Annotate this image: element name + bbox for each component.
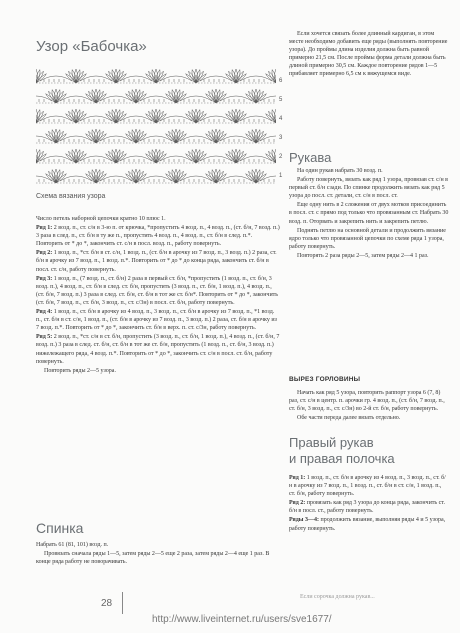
spinka-line-1: Набрать 61 (81, 101) возд. п. [36,542,109,548]
chain-arch [180,176,212,181]
chain-arch [200,76,232,81]
chart-row-number: 1 [279,173,283,179]
chain-arch [220,176,252,181]
pravy-text [289,474,449,534]
row-4: Ряд 4: 1 возд. п., ст. б/н в арочку из 4 возд. п., 3 возд. п., ст. б/н в арочку из 7 возд. п., *1 возд. п., ст. б/н в ст. с/н, 1 возд. п., (ст. б/н в арочку из 7 возд. п., 3 возд. п.) 2 раза, ст. б/н в арочку из 7 возд. п.*. Повторить от * до *, закончить ст. б/н в верх. п. ст. с/3н, работу повернуть. [36,309,277,332]
chain-arch [160,156,192,161]
rukava-p3: Еще одну нить в 2 сложения от двух мотков присоединить в посл. ст. с прямо под только что провязанным ст. Набрать 30 возд. п. Оторвать и закрепить нить и закрепить петлю. [289,202,449,225]
rukava-p2: Работу повернуть, вязать как ряд 1 узора, провязав ст. с/н в первый ст. б/н сзади. По спинке продолжить вязать как ряд 5 узора до посл. ст. детали, ст. с/н в посл. ст. [289,177,449,200]
chain-arch [40,76,72,81]
pravy-heading-line1: Правый рукав [289,435,374,450]
crochet-chart [36,65,276,185]
pravy-heading-line2: и правая полочка [289,451,395,466]
chart-row-number: 5 [279,97,283,103]
chain-arch [80,156,112,161]
row-5: Ряд 5: 2 возд. п., *ст. с/н в ст. б/н, пропустить (3 возд. п., ст. б/н, 1 возд. п.), 4 возд. п., (ст. б/н, 7 возд. п.) 3 раза в след. ст. б/н, ст. б/н в тот же ст. б/н, пропустить (1 возд. п., ст. б/н, 3 возд. п.) нижележащего ряда, 4 возд. п.*. Повторить от * до *, закончить ст. с/н в посл. ст. б/н, работу повернуть. [36,334,280,365]
chain-arch [240,156,272,161]
chain-arch [100,176,132,181]
rukava-heading: Рукава [289,150,332,165]
chain-arch [140,176,172,181]
chain-arch [120,116,152,121]
chart-row-number: 3 [279,135,283,141]
repeat-note: Повторить ряды 2—5 узора. [44,367,116,374]
vyrez-p1: Начать как ряд 5 узора, повторить раппорт узора 6 (7, 8) раз, ст. с/н в центр. п. арочки гр. 4 возд. п., (ст. б/н, 7 возд. п., ст. б/н, 3 возд. п., ст. с/3н) во 2-й ст. б/н, работу повернуть. [289,390,445,413]
chart-row-number: 2 [279,154,283,160]
spinka-heading: Спинка [36,520,84,536]
chain-arch [240,76,272,81]
rukava-p4: Поднять петлю на основной детали и продолжить вязание ядро только что провязанной цепочки по схеме ряда 1 узора, работу повернуть. [289,227,446,250]
chart-row-number: 6 [279,78,283,84]
chain-arch [40,156,72,161]
cut-off-line: Если сорочка должна рукав... [300,594,375,600]
pattern-heading: Узор «Бабочка» [36,38,147,55]
chain-arch [80,76,112,81]
chain-arch [60,176,92,181]
rukava-text [289,167,449,261]
vyrez-text [289,389,449,423]
row-1: Ряд 1: 2 возд. п., ст. с/н в 3-ю п. от крючка, *пропустить 4 возд. п., 4 возд. п., (ст. б/н, 7 возд. п.) 3 раза в след. п., ст. б/н в ту же п., пропустить 4 возд. п., 4 возд. п., ст. б/н в след. п.*. Повторить от * до *, закончить ст. с/н в посл. возд. п., работу повернуть. [36,225,280,248]
row-3: Ряд 3: 1 возд. п., (7 возд. п., ст. б/н) 2 раза в первый ст. б/н, *пропустить (1 возд. п., ст. б/н, 3 возд. п.), 4 возд. п., ст. б/н в след. ст. б/н, пропустить (3 возд. п., ст. б/н, 1 возд. п.), 4 возд. п., (ст. б/н, 7 возд. п.) 3 раза в след. ст. б/н, ст. б/н в тот же ст. б/н*. Повторить от * до *, закончить (ст. б/н, 7 возд. п., ст. б/н, 3 возд. п., ст. с/3н) в посл. ст. б/н, работу повернуть. [36,275,279,306]
row-2: Ряд 2: 1 возд. п., *ст. б/н в ст. с/н, 1 возд. п., (ст. б/н в арочку из 7 возд. п., 3 возд. п.) 2 раза, ст. б/н в арочку из 7 возд. п., 1 возд. п.*. Повторить от * до * до конца ряда, закончить ст. б/н в посл. ст. с/н, работу повернуть. [36,250,277,273]
spinka-line-2: Провязать сначала ряды 1—5, затем ряды 2—5 еще 2 раза, затем ряды 2—4 еще 1 раз. В конце ряда работу не поворачивать. [36,551,270,566]
chain-arch [200,116,232,121]
chain-arch [40,116,72,121]
chain-arch [60,96,92,101]
chain-arch [240,116,272,121]
spinka-text [36,541,280,567]
chain-arch [120,76,152,81]
chain-arch [60,136,92,141]
page-number: 28 [101,598,113,609]
vyrez-p2: Обе части переда далее вязать отдельно. [297,415,401,422]
chart-row-number: 4 [279,116,283,122]
pravy-row-1: Ряд 1: 1 возд. п., ст. б/н в арочку из 4 возд. п., 3 возд. п., ст. б/н в арочку из 7 возд. п., 1 возд. п., ст. б/н в ст. с/н, 1 возд. п., ст. б/н, работу повернуть. [289,475,446,498]
pravy-heading [289,435,395,467]
top-paragraph [289,30,449,80]
chain-arch [140,136,172,141]
pravy-row-2: Ряд 2: провязать как ряд 3 узора до конца ряда, закончить ст. б/н в посл. ст., работу повернуть. [289,500,445,515]
folio-divider [122,592,123,614]
chain-arch [160,76,192,81]
chain-arch [140,96,172,101]
pravy-row-3: Ряды 3—4: продолжить вязание, выполняя ряды 4 и 5 узора, работу повернуть. [289,517,446,532]
rukava-p5: Повторять 2 раза ряды 2—5, затем ряды 2—4 1 раз. [297,252,429,259]
chain-arch [80,116,112,121]
chain-arch [220,136,252,141]
watermark-url: http://www.liveinternet.ru/users/sve1677/ [152,614,332,625]
chart-caption: Схема вязания узора [36,193,106,200]
chain-arch [100,96,132,101]
chain-arch [100,136,132,141]
intro-text: Число петель наборной цепочки кратно 10 плюс 1. [36,216,166,222]
top-paragraph-text: Если хочется связать более длинный кардиган, в этом месте необходимо добавить еще ряды (выполнять повторение узора). До проймы длина изделия должна быть равной примерно 21,5 см. После проймы форма детали должна быть длиной примерно 30,5 см. Каждое повторение рядов 1—5 прибавляет примерно 6,5 см к вяжущемся виде. [289,31,448,78]
chain-arch [120,156,152,161]
chain-arch [180,96,212,101]
chain-arch [180,136,212,141]
chain-arch [160,116,192,121]
chain-arch [200,156,232,161]
pattern-instructions [36,215,280,376]
vyrez-heading: ВЫРЕЗ ГОРЛОВИНЫ [289,376,361,383]
rukava-p1: На один рукав набрать 30 возд. п. [297,168,383,174]
chain-arch [220,96,252,101]
